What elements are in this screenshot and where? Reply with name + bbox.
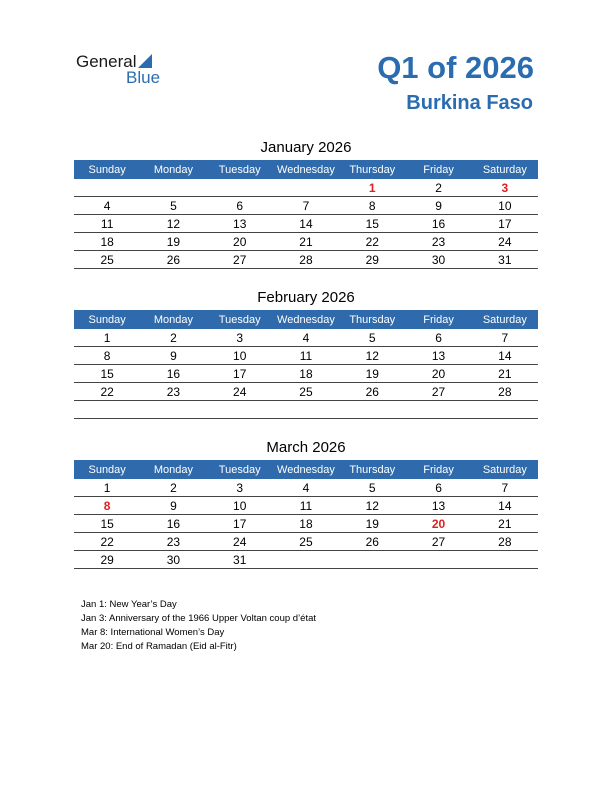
day-cell: 6 [435, 330, 442, 345]
day-cell: 22 [100, 384, 114, 399]
weekday-label: Saturday [482, 163, 527, 176]
weekday-label: Tuesday [218, 463, 261, 476]
weekday-label: Monday [153, 463, 193, 476]
weekday-label: Saturday [482, 313, 527, 326]
weekday-label: Friday [423, 313, 454, 326]
day-cell: 18 [299, 516, 313, 531]
week-row [74, 551, 538, 569]
holiday-note: Mar 8: International Women’s Day [81, 627, 225, 638]
holiday-note: Jan 1: New Year’s Day [81, 599, 177, 610]
week-row [74, 197, 538, 215]
day-cell: 23 [166, 384, 181, 399]
day-cell: 3 [501, 180, 509, 195]
day-cell: 28 [299, 252, 313, 267]
day-cell: 20 [233, 234, 247, 249]
day-cell: 9 [170, 348, 177, 363]
brand-name-blue: Blue [126, 68, 161, 87]
weekday-label: Tuesday [218, 313, 261, 326]
week-row [74, 479, 538, 497]
day-cell: 7 [302, 198, 310, 213]
day-cell: 21 [299, 234, 313, 249]
day-cell: 27 [431, 384, 446, 399]
day-cell: 30 [166, 552, 181, 567]
day-cell: 10 [233, 498, 247, 513]
day-cell: 25 [299, 384, 313, 399]
holiday-note: Jan 3: Anniversary of the 1966 Upper Voltan coup d’état [81, 613, 317, 624]
day-cell: 25 [299, 534, 313, 549]
week-row [74, 251, 538, 269]
page-title: Q1 of 2026 [377, 50, 534, 85]
weekday-label: Thursday [349, 313, 396, 326]
day-cell: 4 [302, 330, 310, 345]
day-cell: 4 [103, 198, 111, 213]
day-cell: 2 [435, 180, 442, 195]
weekday-label: Thursday [349, 163, 396, 176]
month-title: February 2026 [257, 289, 355, 306]
holiday-notes [81, 598, 316, 654]
day-cell: 19 [365, 366, 379, 381]
week-row [74, 401, 538, 419]
day-cell: 13 [233, 216, 247, 231]
day-cell: 25 [100, 252, 114, 267]
week-row [74, 383, 538, 401]
weekday-label: Saturday [482, 463, 527, 476]
day-cell: 18 [100, 234, 114, 249]
day-cell: 11 [299, 498, 313, 513]
logo-triangle-icon [138, 54, 152, 68]
day-cell: 29 [100, 552, 114, 567]
week-row [74, 515, 538, 533]
weekday-label: Thursday [349, 463, 396, 476]
day-cell: 7 [501, 480, 509, 495]
day-cell: 17 [233, 516, 247, 531]
day-cell: 13 [431, 348, 446, 363]
country-name: Burkina Faso [406, 92, 533, 114]
day-cell: 10 [498, 198, 512, 213]
day-cell: 13 [431, 498, 446, 513]
month-title: January 2026 [260, 139, 352, 156]
day-cell: 23 [166, 534, 181, 549]
week-row [74, 365, 538, 383]
week-row [74, 233, 538, 251]
week-row [74, 179, 538, 197]
week-row [74, 497, 538, 515]
day-cell: 14 [498, 498, 512, 513]
day-cell: 24 [233, 534, 247, 549]
day-cell: 29 [365, 252, 379, 267]
day-cell: 27 [431, 534, 446, 549]
week-row [74, 329, 538, 347]
day-cell: 16 [166, 516, 181, 531]
day-cell: 15 [100, 516, 114, 531]
weekday-header [74, 160, 538, 179]
brand-name-general: General [76, 52, 137, 71]
day-cell: 15 [100, 366, 114, 381]
day-cell: 5 [170, 198, 177, 213]
day-cell: 4 [302, 480, 310, 495]
day-cell: 16 [166, 366, 181, 381]
day-cell: 31 [498, 252, 512, 267]
day-cell: 8 [368, 198, 376, 213]
day-cell: 8 [103, 498, 111, 513]
day-cell: 17 [233, 366, 247, 381]
day-cell: 10 [233, 348, 247, 363]
day-cell: 21 [498, 516, 512, 531]
day-cell: 19 [365, 516, 379, 531]
day-cell: 8 [103, 348, 111, 363]
day-cell: 28 [498, 384, 512, 399]
day-cell: 2 [170, 480, 177, 495]
day-cell: 26 [365, 534, 379, 549]
day-cell: 24 [233, 384, 247, 399]
day-cell: 7 [501, 330, 509, 345]
day-cell: 9 [435, 198, 442, 213]
month-calendar [74, 138, 538, 269]
day-cell: 12 [365, 348, 379, 363]
weekday-label: Tuesday [218, 163, 261, 176]
day-cell: 9 [170, 498, 177, 513]
day-cell: 6 [435, 480, 442, 495]
day-cell: 26 [365, 384, 379, 399]
day-cell: 1 [103, 480, 111, 495]
weekday-label: Sunday [88, 313, 126, 326]
day-cell: 11 [100, 216, 114, 231]
weekday-header [74, 460, 538, 479]
day-cell: 12 [166, 216, 181, 231]
day-cell: 21 [498, 366, 512, 381]
day-cell: 18 [299, 366, 313, 381]
day-cell: 27 [233, 252, 247, 267]
month-calendar [74, 288, 538, 419]
day-cell: 11 [299, 348, 313, 363]
day-cell: 1 [368, 180, 376, 195]
day-cell: 5 [368, 330, 376, 345]
weekday-label: Wednesday [277, 463, 335, 476]
weekday-label: Monday [153, 313, 193, 326]
day-cell: 14 [498, 348, 512, 363]
day-cell: 3 [236, 480, 244, 495]
day-cell: 6 [236, 198, 244, 213]
weekday-label: Wednesday [277, 313, 335, 326]
week-row [74, 347, 538, 365]
day-cell: 15 [365, 216, 379, 231]
day-cell: 2 [170, 330, 177, 345]
holiday-note: Mar 20: End of Ramadan (Eid al-Fitr) [81, 641, 237, 652]
day-cell: 28 [498, 534, 512, 549]
day-cell: 14 [299, 216, 313, 231]
weekday-label: Friday [423, 463, 454, 476]
day-cell: 3 [236, 330, 244, 345]
day-cell: 5 [368, 480, 376, 495]
weekday-label: Wednesday [277, 163, 335, 176]
month-calendar [74, 438, 538, 569]
day-cell: 30 [431, 252, 446, 267]
day-cell: 24 [498, 234, 512, 249]
day-cell: 22 [365, 234, 379, 249]
month-title: March 2026 [266, 439, 346, 456]
day-cell: 19 [166, 234, 181, 249]
week-row [74, 533, 538, 551]
day-cell: 1 [103, 330, 111, 345]
day-cell: 20 [431, 366, 446, 381]
week-row [74, 215, 538, 233]
weekday-label: Monday [153, 163, 193, 176]
day-cell: 22 [100, 534, 114, 549]
day-cell: 12 [365, 498, 379, 513]
day-cell: 17 [498, 216, 512, 231]
day-cell: 26 [166, 252, 181, 267]
weekday-header [74, 310, 538, 329]
day-cell: 16 [431, 216, 446, 231]
weekday-label: Friday [423, 163, 454, 176]
day-cell: 31 [233, 552, 247, 567]
weekday-label: Sunday [88, 163, 126, 176]
weekday-label: Sunday [88, 463, 126, 476]
day-cell: 23 [431, 234, 446, 249]
day-cell: 20 [431, 516, 446, 531]
